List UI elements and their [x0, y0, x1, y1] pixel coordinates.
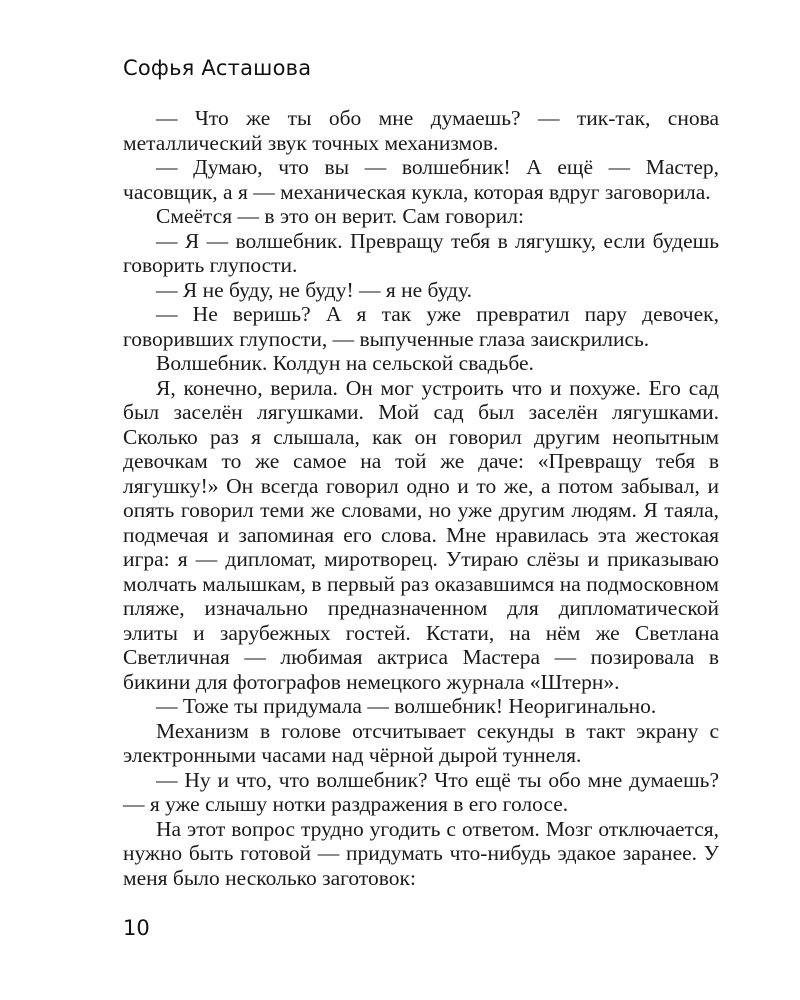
running-head-author: Софья Асташова [123, 56, 312, 80]
paragraph: — Тоже ты придумала — волшебник! Неоригинально. [156, 694, 657, 718]
paragraph: — Я — волшебник. Превращу тебя в лягушку, если будешь говорить глупости. [123, 228, 719, 277]
paragraph: — Ну и что, что волшебник? Что ещё ты обо мне думаешь? — я уже слышу нотки раздражения в его голосе. [123, 767, 719, 816]
paragraph: — Думаю, что вы — волшебник! А ещё — Мастер, часовщик, а я — механическая кукла, которая вдруг заговорила. [123, 155, 719, 204]
paragraph: На этот вопрос трудно угодить с ответом. Мозг отключается, нужно быть готовой — придумать что-нибудь эдакое заранее. У меня было несколько заготовок: [123, 816, 719, 890]
body-text [123, 106, 719, 890]
paragraph: — Я не буду, не буду! — я не буду. [156, 277, 472, 302]
paragraph: Механизм в голове отсчитывает секунды в такт экрану с электронными часами над чёрной дырой туннеля. [123, 718, 719, 767]
paragraph: Я, конечно, верила. Он мог устроить что и похуже. Его сад был заселён лягушками. Мой сад был заселён лягушками. Сколько раз я слышала, как он говорил другим неопытным девочкам то же самое на той же даче: «Превращу тебя в лягушку!» Он всегда говорил одно и то же, а потом забывал, и опять говорил теми же словами, но уже другим людям. Я таяла, подмечая и запоминая его слова. Мне нравилась эта жестокая игра: я — дипломат, миротворец. Утираю слёзы и приказываю молчать малышкам, в первый раз оказавшимся на подмосковном пляже, изначально предназначенном для дипломатической элиты и зарубежных гостей. Кстати, на нём же Светлана Светличная — любимая актриса Мастера — позировала в бикини для фотографов немецкого журнала «Штерн». [123, 375, 719, 694]
paragraph: Смеётся — в это он верит. Сам говорил: [156, 204, 524, 228]
paragraph: — Что же ты обо мне думаешь? — тик-так, снова металлический звук точных механизмов. [123, 106, 719, 155]
paragraph: Волшебник. Колдун на сельской свадьбе. [156, 351, 534, 375]
paragraph: — Не веришь? А я так уже превратил пару девочек, говоривших глупости, — выпученные глаза заискрились. [123, 302, 719, 351]
page-number: 10 [123, 916, 150, 940]
